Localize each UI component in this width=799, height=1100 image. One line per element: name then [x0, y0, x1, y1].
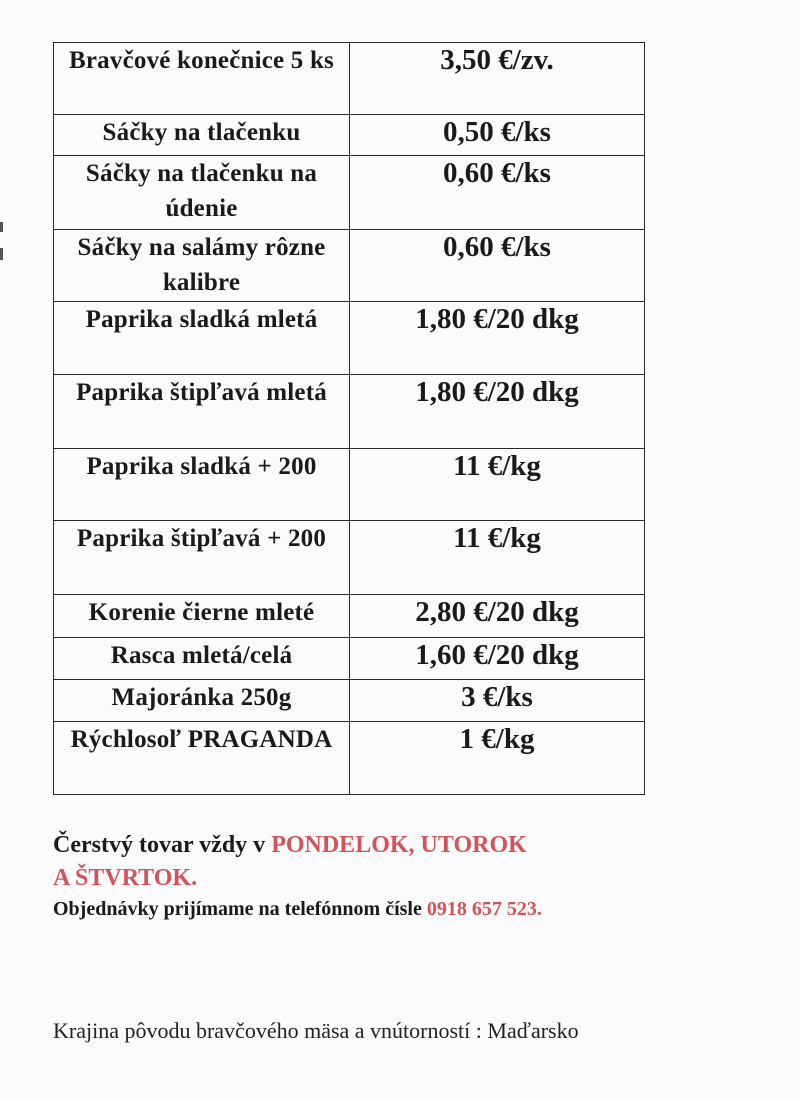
orders-line: [53, 894, 753, 924]
table-row: [54, 722, 645, 795]
table-row: [54, 375, 645, 449]
fresh-goods-line: [53, 828, 753, 862]
item-name: Paprika sladká mletá: [54, 302, 350, 375]
item-name: Paprika sladká + 200: [54, 449, 350, 521]
item-price: 2,80 €/20 dkg: [350, 595, 645, 638]
item-name: Majoránka 250g: [54, 680, 350, 722]
item-name: Sáčky na tlačenku na údenie: [54, 156, 350, 230]
price-table: [53, 42, 645, 795]
item-name: Bravčové konečnice 5 ks: [54, 43, 350, 115]
item-name: Sáčky na tlačenku: [54, 115, 350, 156]
item-name: Paprika štipľavá mletá: [54, 375, 350, 449]
item-price: 1,80 €/20 dkg: [350, 302, 645, 375]
item-price: 0,50 €/ks: [350, 115, 645, 156]
item-name: Korenie čierne mleté: [54, 595, 350, 638]
meat-origin-note: Krajina pôvodu bravčového mäsa a vnútorností : Maďarsko: [53, 1018, 579, 1043]
table-row: [54, 115, 645, 156]
delivery-days-continued: A ŠTVRTOK.: [53, 865, 198, 891]
table-row: [54, 449, 645, 521]
item-price: 1 €/kg: [350, 722, 645, 795]
item-price: 0,60 €/ks: [350, 230, 645, 302]
item-price: 11 €/kg: [350, 521, 645, 595]
item-name: Sáčky na salámy rôzne kalibre: [54, 230, 350, 302]
table-row: [54, 680, 645, 722]
table-row: [54, 302, 645, 375]
item-price: 0,60 €/ks: [350, 156, 645, 230]
orders-text: Objednávky prijímame na telefónnom čísle: [53, 898, 427, 920]
table-row: [54, 521, 645, 595]
item-price: 1,80 €/20 dkg: [350, 375, 645, 449]
item-price: 3 €/ks: [350, 680, 645, 722]
item-name: Paprika štipľavá + 200: [54, 521, 350, 595]
table-row: [54, 43, 645, 115]
phone-number: 0918 657 523.: [426, 898, 542, 920]
table-row: [54, 230, 645, 302]
scan-edge-mark: [0, 248, 3, 260]
item-price: 3,50 €/zv.: [350, 43, 645, 115]
scan-edge-mark: [0, 222, 3, 232]
item-name: Rasca mletá/celá: [54, 638, 350, 680]
item-price: 11 €/kg: [350, 449, 645, 521]
delivery-days-text: PONDELOK, UTOROK: [271, 832, 527, 858]
item-price: 1,60 €/20 dkg: [350, 638, 645, 680]
delivery-notice: [53, 828, 753, 924]
table-row: [54, 638, 645, 680]
table-row: [54, 156, 645, 230]
item-name: Rýchlosoľ PRAGANDA: [54, 722, 350, 795]
fresh-goods-text: Čerstvý tovar vždy v: [53, 832, 272, 858]
table-row: [54, 595, 645, 638]
